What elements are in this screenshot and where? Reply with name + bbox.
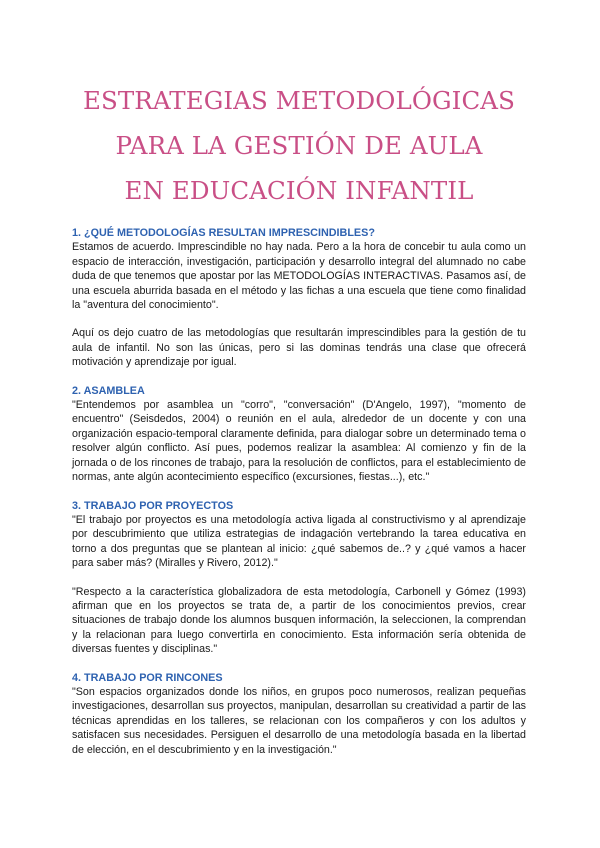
section-paragraph: "Son espacios organizados donde los niños, en grupos poco numerosos, realizan pequeñas investigaciones, desarrollan sus proyectos, manipulan, desarrollan su creatividad a partir de las técnicas aprendidas en los talleres, se relacionan con los compañeros y con los adultos y satisfacen sus necesidades. Persiguen el desarrollo de una metodología basada en la libertad de elección, en el descubrimiento y en la investigación." bbox=[72, 685, 526, 756]
section-heading: 2. ASAMBLEA bbox=[72, 384, 145, 397]
title-line-1: ESTRATEGIAS METODOLÓGICAS PARA LA GESTIÓN DE AULA bbox=[82, 86, 515, 160]
document-title bbox=[72, 0, 526, 213]
section-metodologias bbox=[72, 226, 526, 370]
section-paragraph: "El trabajo por proyectos es una metodología activa ligada al constructivismo y al aprendizaje por descubrimiento que utiliza estrategias de indagación vertebrando la tarea educativa en torno a dos preguntas que se plantean al inicio: ¿qué sabemos de..? y ¿qué vamos a hacer para saber más? (Miralles y Rivero, 2012)." bbox=[72, 513, 526, 570]
section-rincones bbox=[72, 671, 526, 757]
section-paragraph: Estamos de acuerdo. Imprescindible no hay nada. Pero a la hora de concebir tu aula como un espacio de interacción, investigación, participación y desarrollo integral del alumnado no cabe duda de que tenemos que apostar por las METODOLOGÍAS INTERACTIVAS. Pasamos así, de una escuela aburrida basada en el método y las fichas a una escuela que tiene como finalidad la "aventura del conocimiento". bbox=[72, 241, 526, 312]
section-paragraph: Aquí os dejo cuatro de las metodologías que resultarán imprescindibles para la gestión de tu aula de infantil. No son las únicas, pero si las dominas tendrás una clase que ofrecerá motivación y aprendizaje por igual. bbox=[72, 327, 526, 369]
document-content bbox=[72, 226, 526, 757]
section-proyectos bbox=[72, 499, 526, 657]
section-heading: 1. ¿QUÉ METODOLOGÍAS RESULTAN IMPRESCINDIBLES? bbox=[72, 227, 375, 239]
section-heading: 3. TRABAJO POR PROYECTOS bbox=[72, 499, 234, 512]
section-asamblea bbox=[72, 384, 526, 485]
section-paragraph: "Respecto a la característica globalizadora de esta metodología, Carbonell y Gómez (1993) afirman que en los proyectos se trata de, a partir de los conocimientos previos, crear situaciones de trabajo donde los alumnos busquen información, la seleccionen, la comprendan y la relacionan para luego convertirla en conocimiento. Esta información sería obtenida de diversas fuentes y disciplinas." bbox=[72, 585, 526, 656]
title-line-2: EN EDUCACIÓN INFANTIL bbox=[124, 176, 474, 205]
section-paragraph: "Entendemos por asamblea un "corro", "conversación" (D'Angelo, 1997), "momento de encuentro" (Seisdedos, 2004) o reunión en el aula, alrededor de un docente y con una organización espacio-temporal claramente definida, para dialogar sobre un determinado tema o resolver algún conflicto. Así pues, podemos realizar la asamblea: Al comienzo y fin de la jornada o de los rincones de trabajo, para la resolución de conflictos, para el establecimiento de normas, ante algún acontecimiento específico (excursiones, fiestas...), etc." bbox=[72, 399, 526, 484]
section-heading: 4. TRABAJO POR RINCONES bbox=[72, 671, 223, 684]
